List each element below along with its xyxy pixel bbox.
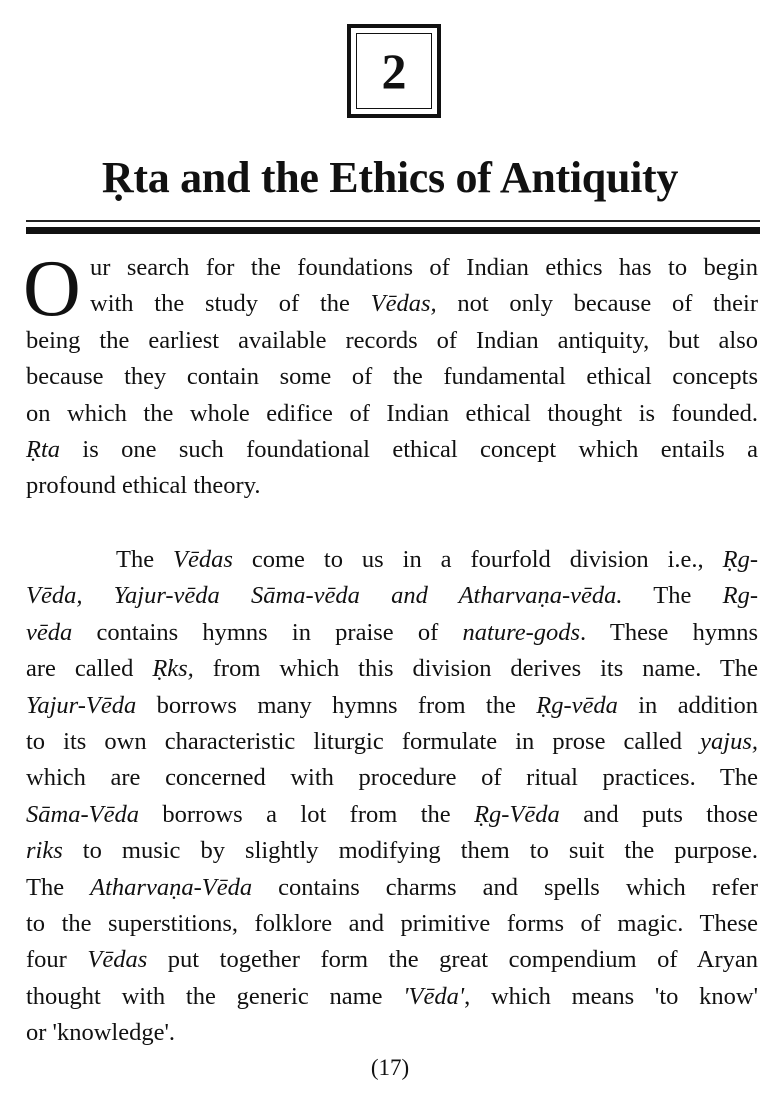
- italic-text: Vēda, Yajur-vēda Sāma-vēda and Atharvaṇa-vēda.: [26, 582, 623, 610]
- text-line: [116, 542, 758, 578]
- text: to music by slightly modifying them to suit the purpose.: [62, 837, 758, 865]
- text: ur search for the foundations of Indian ethics has to begin: [90, 254, 758, 281]
- text: , which means 'to know': [464, 982, 758, 1010]
- text-line: [26, 615, 758, 651]
- paragraph-2: [26, 542, 758, 1051]
- italic-text: Ṛks,: [152, 655, 194, 683]
- text-line: [26, 760, 758, 796]
- text-line: [26, 651, 758, 687]
- text-line: [26, 432, 758, 468]
- italic-text: Rg-: [722, 582, 758, 610]
- text-line: [26, 468, 758, 504]
- text-line: [90, 250, 758, 286]
- text-line: [26, 979, 758, 1015]
- text: to its own characteristic liturgic formulate in prose called: [26, 727, 701, 755]
- text-line: [26, 688, 758, 724]
- text: borrows a lot from the: [138, 800, 475, 828]
- text: thought with the generic name: [26, 982, 404, 1010]
- text: from which this division derives its name. The: [193, 655, 759, 683]
- italic-text: Vēdas,: [370, 290, 437, 318]
- text: profound ethical theory.: [26, 472, 261, 500]
- text: to the superstitions, folklore and primitive forms of magic. These: [26, 909, 758, 937]
- text: because they contain some of the fundamental ethical concepts: [26, 363, 758, 391]
- italic-text: vēda: [26, 618, 73, 646]
- text-line: [26, 323, 758, 359]
- italic-text: Atharvaṇa-Vēda: [90, 873, 253, 901]
- chapter-title: Ṛta and the Ethics of Antiquity: [101, 153, 679, 202]
- text: four: [26, 946, 88, 974]
- italic-text: Ṛta: [26, 435, 61, 463]
- italic-text: riks: [26, 837, 63, 865]
- italic-text: nature-gods: [462, 618, 581, 646]
- text-line: [26, 724, 758, 760]
- italic-text: Vēdas: [87, 946, 148, 974]
- text-line: [26, 870, 758, 906]
- text-line: [90, 286, 758, 322]
- title-rule-thick: [26, 227, 760, 234]
- text: or 'knowledge'.: [26, 1019, 175, 1047]
- italic-text: Ṛg-vēda: [536, 691, 618, 719]
- page-number: (17): [370, 1055, 410, 1080]
- text: borrows many hymns from the: [136, 691, 537, 719]
- paragraph-1: [23, 245, 758, 505]
- text: put together form the great compendium of Aryan: [147, 946, 758, 974]
- chapter-number-box: [347, 24, 441, 118]
- italic-text: Vēdas: [173, 546, 233, 573]
- text: come to us in a fourfold division i.e.,: [232, 546, 723, 573]
- text-line: [26, 396, 758, 432]
- text: which are concerned with procedure of ritual practices. The: [26, 764, 758, 792]
- text: is one such foundational ethical concept which entails a: [60, 435, 758, 463]
- text: The: [116, 546, 174, 573]
- italic-text: Yajur-Vēda: [26, 691, 137, 719]
- text-line: [26, 578, 758, 614]
- text: contains charms and spells which refer: [252, 873, 758, 901]
- text-line: [26, 906, 758, 942]
- text: in addition: [617, 691, 759, 719]
- text: on which the whole edifice of Indian ethical thought is founded.: [26, 399, 758, 427]
- text-line: [26, 359, 758, 395]
- text-line: [26, 797, 758, 833]
- chapter-number: 2: [381, 43, 407, 99]
- text: The: [622, 582, 723, 610]
- text: contains hymns in praise of: [72, 618, 463, 646]
- italic-text: Ṛg-: [722, 546, 758, 573]
- text: and puts those: [559, 800, 758, 828]
- italic-text: yajus,: [700, 727, 758, 755]
- drop-cap: O: [23, 245, 81, 333]
- text: are called: [26, 655, 153, 683]
- text: not only because of their: [436, 290, 758, 318]
- title-rule-thin: [26, 220, 760, 222]
- text-line: [26, 942, 758, 978]
- italic-text: Sāma-Vēda: [26, 800, 139, 828]
- text-line: [26, 833, 758, 869]
- italic-text: Ṛg-Vēda: [474, 800, 560, 828]
- italic-text: 'Vēda': [403, 982, 465, 1010]
- text: The: [26, 873, 91, 901]
- text-line: [26, 1015, 758, 1051]
- text: being the earliest available records of Indian antiquity, but also: [26, 326, 758, 354]
- text: with the study of the: [90, 290, 371, 318]
- text: . These hymns: [580, 618, 758, 646]
